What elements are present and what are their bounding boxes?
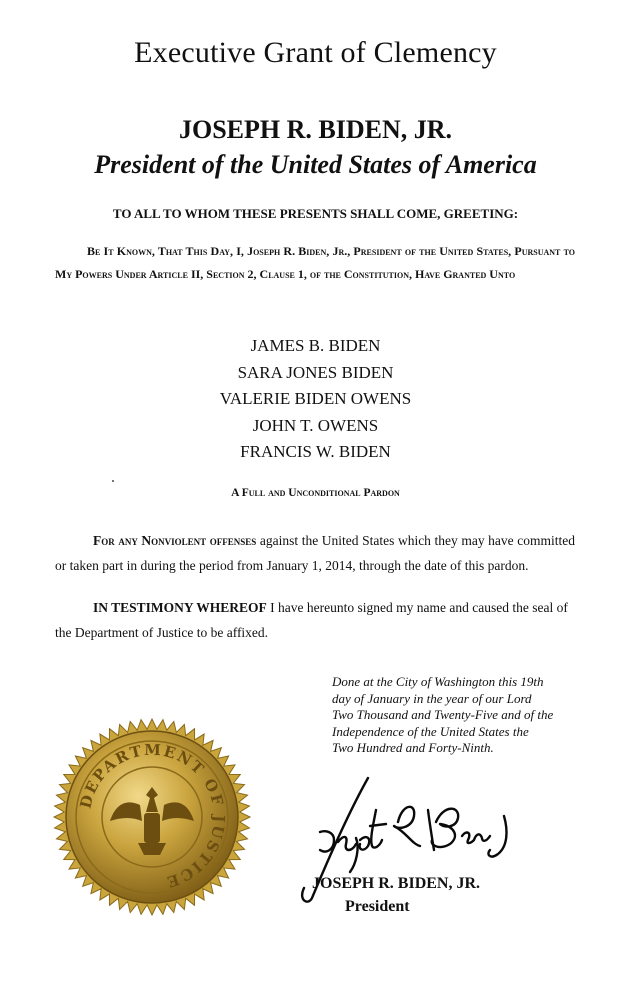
signer-name: JOSEPH R. BIDEN, JR.	[312, 875, 481, 892]
offense-body: against the United States which they may have committed or taken part in during the period from January 1, 2014, through the date of this pardon.	[55, 533, 575, 573]
signer-office: President	[345, 898, 410, 915]
president-name: JOSEPH R. BIDEN, JR.	[178, 115, 453, 144]
attestation-line: Two Thousand and Twenty-Five and of the	[332, 707, 554, 722]
testimony-lead: IN TESTIMONY WHEREOF	[93, 600, 267, 615]
offense-paragraph	[55, 528, 575, 578]
grantee-list	[0, 333, 631, 466]
seal-text: DEPARTMENT OF JUSTICE	[76, 740, 229, 892]
attestation-line: day of January in the year of our Lord	[332, 690, 532, 706]
attestation-line: Done at the City of Washington this 19th	[332, 674, 544, 689]
grantee-name: JAMES B. BIDEN	[250, 336, 381, 355]
grantee-name: VALERIE BIDEN OWENS	[219, 389, 412, 408]
document-title: Executive Grant of Clemency	[134, 36, 497, 69]
grantee-name: SARA JONES BIDEN	[237, 362, 394, 382]
pardon-type-heading: A Full and Unconditional Pardon	[231, 487, 400, 499]
greeting: TO ALL TO WHOM THESE PRESENTS SHALL COME, GREETING:	[112, 206, 519, 221]
president-title: President of the United States of America	[94, 150, 537, 179]
attestation-line: Two Hundred and Forty-Ninth.	[332, 740, 494, 755]
stray-mark	[112, 480, 114, 482]
offense-lead: For any Nonviolent offenses	[93, 533, 257, 548]
attestation-line: Independence of the United States the	[332, 723, 529, 739]
testimony-body: I have hereunto signed my name and caused the seal of the Department of Justice to be affixed.	[55, 600, 568, 640]
grantee-name: FRANCIS W. BIDEN	[240, 442, 391, 461]
attestation-block	[332, 674, 582, 757]
grantee-name: JOHN T. OWENS	[252, 415, 379, 435]
testimony-paragraph	[55, 595, 575, 645]
doj-seal-icon	[52, 717, 252, 917]
proclamation-text: Be It Known, That This Day, I, Joseph R. Biden, Jr., President of the United States, Pursuant to My Powers Under Article II, Section 2, Clause 1, of the Constitution, Have Granted Unto	[55, 244, 575, 281]
